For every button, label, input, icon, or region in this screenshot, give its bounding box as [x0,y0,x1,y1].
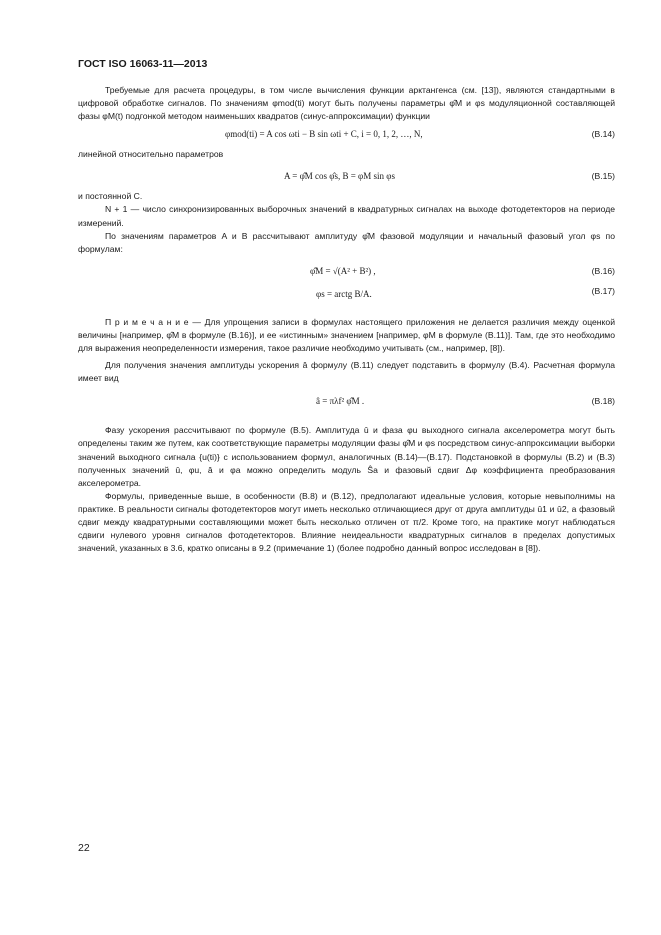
equation-b17-number: (B.17) [591,285,615,296]
page-number: 22 [78,842,90,854]
equation-b15 [78,170,615,185]
paragraph-7: Фазу ускорения рассчитывают по формуле (B.5). Амплитуда û и фаза φu выходного сигнала акселерометра могут быть определены таким же путем, как соответствующие параметры модуляции фазы φ̂M и φs посредством синус-аппроксимации выборки значений выходного сигнала {u(ti)} с использованием формул, аналогичных (B.14)—(B.17). Подстановкой в формулы (B.2) и (B.3) полученных значений û, φu, â и φa можно определить модуль Ŝa и фазовый сдвиг Δφ коэффициента преобразования акселерометра. [78,425,615,488]
equation-b14 [78,128,615,143]
equation-b18-number: (B.18) [591,396,615,407]
paragraph-1: Требуемые для расчета процедуры, в том числе вычисления функции арктангенса (см. [13]), являются стандартными в цифровой обработке сигналов. По значениям φmod(ti) могут быть получены параметры φ̂M и φs модуляционной составляющей фазы φM(t) подгонкой методом наименьших квадратов (синус-аппроксимации) функции [78,85,615,122]
equation-b16-number: (B.16) [591,265,615,276]
equation-b16 [78,265,615,280]
paragraph-6: Для получения значения амплитуды ускорения â формулу (B.11) следует подставить в формулу (B.4). Расчетная формула имеет вид [78,360,615,384]
equation-b18 [78,395,615,410]
equation-b14-formula: φmod(ti) = A cos ωti − B sin ωti + C, i = 0, 1, 2, …, N, [225,129,423,140]
note-paragraph: П р и м е ч а н и е — Для упрощения записи в формулах настоящего приложения не делается различия между оценкой величины [например, φ̂M в формуле (B.16)], и ее «истинным» значением [например, φM в формуле (B.11)]. Там, где это необходимо для выражения неопределенности измерения, такое различие необходимо учитывать (см., например, [8]). [78,316,615,354]
paragraph-8: Формулы, приведенные выше, в особенности (B.8) и (B.12), предполагают идеальные условия, которые невыполнимы на практике. В реальности сигналы фотодетекторов могут иметь несколько отличающиеся друг от друга амплитуды û1 и û2, а фазовый сдвиг между квадратурными составляющими может быть несколько отличен от π/2. Кроме того, на практике могут наблюдаться сдвиги нулевого уровня сигналов фотодетекторов. Влияние неидеальности квадратурных сигналов в пределах допустимых значений, указанных в 3.6, кратко описаны в 9.2 (примечание 1) (более подробно данный вопрос исследован в [8]). [78,490,615,554]
equation-b14-number: (B.14) [591,129,615,140]
page-content [78,84,615,555]
equation-b17 [78,285,615,307]
paragraph-4: N + 1 — число синхронизированных выборочных значений в квадратурных сигналах на выходе фотодетекторов на периоде измерений. [78,204,615,228]
equation-b17-formula: φs = arctg B/A. [316,288,372,299]
equation-b18-formula: â = πλf² φ̂M . [316,396,365,407]
document-header: ГОСТ ISO 16063-11—2013 [78,58,208,70]
paragraph-5: По значениям параметров A и B рассчитывают амплитуду φ̂M фазовой модуляции и начальный фазовый угол φs по формулам: [78,230,615,254]
paragraph-3: и постоянной C. [78,191,143,202]
equation-b16-formula: φ̂M = √(A² + B²) , [310,265,376,276]
equation-b15-formula: A = φ̂M cos φ̂s, B = φM sin φs [284,171,395,182]
equation-b15-number: (B.15) [591,171,615,182]
paragraph-2: линейной относительно параметров [78,149,224,160]
